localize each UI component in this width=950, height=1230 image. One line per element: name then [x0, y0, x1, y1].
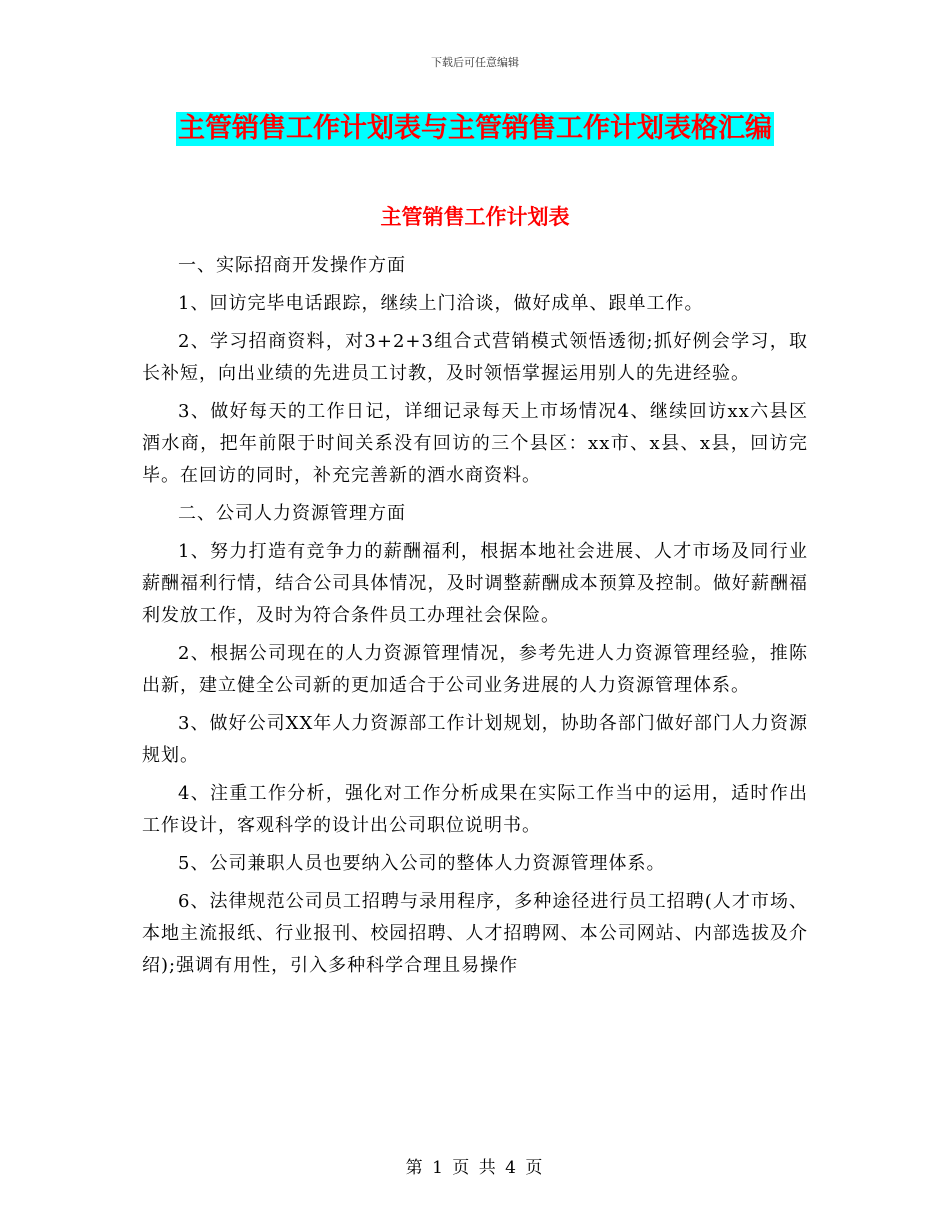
document-title: 主管销售工作计划表与主管销售工作计划表格汇编 — [178, 113, 772, 144]
paragraph: 2、根据公司现在的人力资源管理情况，参考先进人力资源管理经验，推陈出新，建立健全公司新的更加适合于公司业务进展的人力资源管理体系。 — [142, 643, 808, 696]
paragraph: 2、学习招商资料，对3+2+3组合式营销模式领悟透彻;抓好例会学习，取长补短，向出业绩的先进员工讨教，及时领悟掌握运用别人的先进经验。 — [142, 331, 808, 384]
paragraph: 一、实际招商开发操作方面 — [178, 255, 406, 276]
document-body — [142, 250, 808, 988]
page-footer: 第 1 页 共 4 页 — [405, 1158, 545, 1178]
paragraph: 1、努力打造有竞争力的薪酬福利，根据本地社会进展、人才市场及同行业薪酬福利行情，结合公司具体情况，及时调整薪酬成本预算及控制。做好薪酬福利发放工作，及时为符合条件员工办理社会保险。 — [142, 541, 808, 626]
paragraph: 4、注重工作分析，强化对工作分析成果在实际工作当中的运用，适时作出工作设计，客观科学的设计出公司职位说明书。 — [142, 783, 808, 836]
document-title-wrapper — [0, 112, 950, 146]
paragraph: 3、做好公司XX年人力资源部工作计划规划，协助各部门做好部门人力资源规划。 — [142, 713, 808, 766]
paragraph: 1、回访完毕电话跟踪，继续上门洽谈，做好成单、跟单工作。 — [178, 293, 704, 314]
paragraph: 二、公司人力资源管理方面 — [178, 503, 406, 524]
section-title: 主管销售工作计划表 — [380, 205, 570, 229]
paragraph: 6、法律规范公司员工招聘与录用程序，多种途径进行员工招聘(人才市场、本地主流报纸、行业报刊、校园招聘、人才招聘网、本公司网站、内部选拔及介绍);强调有用性，引入多种科学合理且易操作 — [142, 891, 808, 976]
header-note: 下载后可任意编辑 — [431, 56, 519, 69]
paragraph: 5、公司兼职人员也要纳入公司的整体人力资源管理体系。 — [178, 853, 666, 874]
paragraph: 3、做好每天的工作日记，详细记录每天上市场情况4、继续回访xx六县区酒水商，把年前限于时间关系没有回访的三个县区：xx市、x县、x县，回访完毕。在回访的同时，补充完善新的酒水商资料。 — [142, 401, 808, 486]
